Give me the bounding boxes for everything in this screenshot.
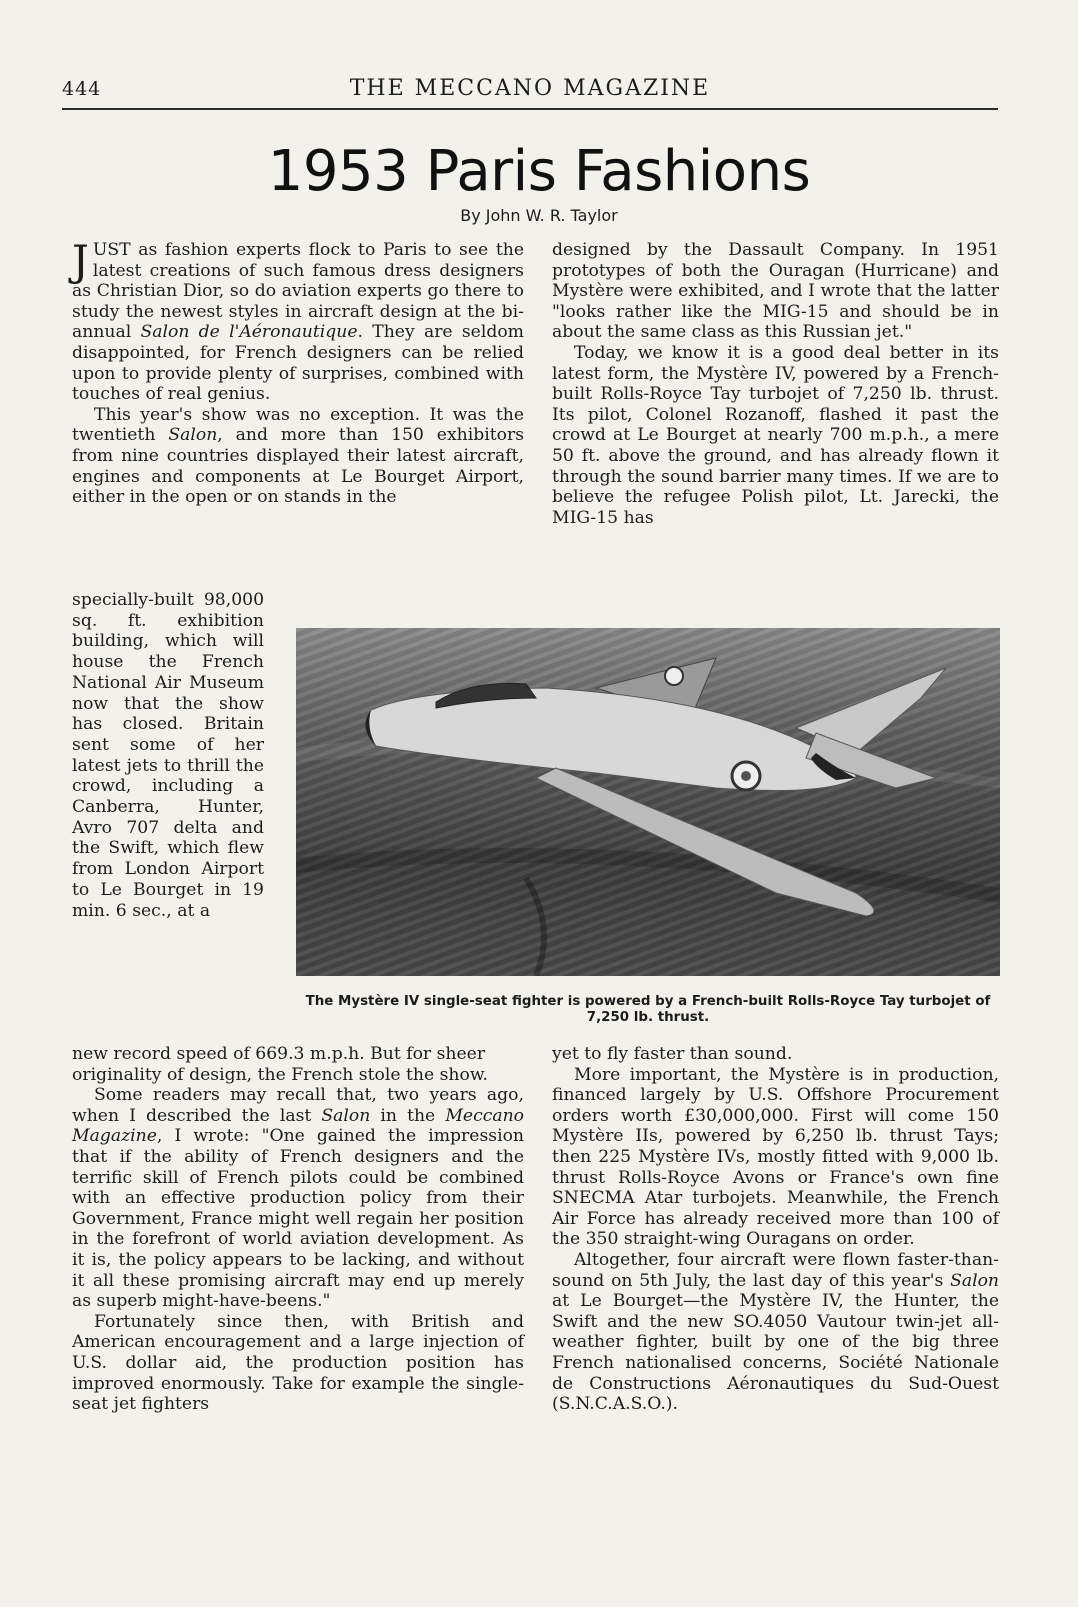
paragraph-sound: yet to fly faster than sound. — [552, 1044, 793, 1064]
paragraph-recall: Some readers may recall that, two years ago, when I described the last Salon in the Meccano Magazine, I wrote: "One gained the impression that if the ability of French designers and the terrific skill of French pilots could be combined with an effective production policy from their Government, France might well regain her position in the forefront of world aviation development. As it is, the policy appears to be lacking, and without it all these promising aircraft may end up merely as superb might-have-beens." — [72, 1085, 524, 1312]
paragraph-mystere-iv: Today, we know it is a good deal better in its latest form, the Mystère IV, powered by a French-built Rolls-Royce Tay turbojet of 7,250 lb. thrust. Its pilot, Colonel Rozanoff, flashed it past the crowd at Le Bourget at nearly 700 m.p.h., a mere 50 ft. above the ground, and has already flown it through the sound barrier many times. If we are to believe the refugee Polish pilot, Lt. Jarecki, the MIG-15 has — [552, 342, 999, 528]
jet-aircraft-illustration — [296, 628, 1000, 976]
photo-caption: The Mystère IV single-seat fighter is powered by a French-built Rolls-Royce Tay turbojet of 7,250 lb. thrust. — [305, 994, 991, 1025]
column-left-narrow — [72, 590, 264, 921]
paragraph-show: This year's show was no exception. It was the twentieth Salon, and more than 150 exhibitors from nine countries displayed their latest aircraft, engines and components at Le Bourget Airport, either in the open or on stands in the — [72, 404, 525, 508]
paragraph-exhibition: specially-built 98,000 sq. ft. exhibition building, which will house the French National Air Museum now that the show has closed. Britain sent some of her latest jets to thrill the crowd, including a Canberra, Hunter, Avro 707 delta and the Swift, which flew from London Airport to Le Bourget in 19 min. 6 sec., at a — [72, 590, 264, 921]
column-right-bottom — [552, 1044, 999, 1415]
article-byline: By John W. R. Taylor — [460, 206, 618, 225]
page-header — [62, 74, 998, 108]
mystere-iv-photo — [296, 628, 1000, 976]
column-left-top — [72, 236, 525, 508]
paragraph-dassault: designed by the Dassault Company. In 1951 prototypes of both the Ouragan (Hurricane) and Mystère were exhibited, and I wrote that the latter "looks rather like the MIG-15 and should be in about the same class as this Russian jet." — [552, 240, 999, 343]
magazine-title: THE MECCANO MAGAZINE — [349, 76, 711, 101]
paragraph-production: More important, the Mystère is in production, financed largely by U.S. Offshore Procurement orders worth £30,000,000. First will come 150 Mystère IIs, powered by 6,250 lb. thrust Tays; then 225 Mystère IVs, mostly fitted with 9,000 lb. thrust Rolls-Royce Avons or France's own fine SNECMA Atar turbojets. Meanwhile, the French Air Force has already received more than 100 of the 350 straight-wing Ouragans on order. — [552, 1064, 999, 1250]
column-left-bottom — [72, 1044, 524, 1415]
paragraph-fortunately: Fortunately since then, with British and American encouragement and a large injection of U.S. dollar aid, the production position has improved enormously. Take for example the single-seat jet fighters — [72, 1311, 524, 1415]
article-title: 1953 Paris Fashions — [267, 139, 811, 204]
column-right-top — [552, 240, 999, 528]
paragraph-intro: JUST as fashion experts flock to Paris to see the latest creations of such famous dress designers as Christian Dior, so do aviation experts go there to study the newest styles in aircraft design at the bi-annual Salon de l'Aéronautique. They are seldom disappointed, for French designers can be relied upon to provide plenty of surprises, combined with touches of real genius. — [72, 236, 524, 405]
paragraph-record: new record speed of 669.3 m.p.h. But for sheer originality of design, the French stole the show. — [72, 1044, 488, 1085]
paragraph-altogether: Altogether, four aircraft were flown faster-than-sound on 5th July, the last day of this year's Salon at Le Bourget—the Mystère IV, the Hunter, the Swift and the new SO.4050 Vautour twin-jet all-weather fighter, built by one of the big three French nationalised concerns, Société Nationale de Constructions Aéronautiques du Sud-Ouest (S.N.C.A.S.O.). — [552, 1249, 999, 1415]
page-number: 444 — [62, 78, 102, 100]
drop-cap: J — [72, 236, 89, 285]
header-rule — [62, 108, 998, 110]
